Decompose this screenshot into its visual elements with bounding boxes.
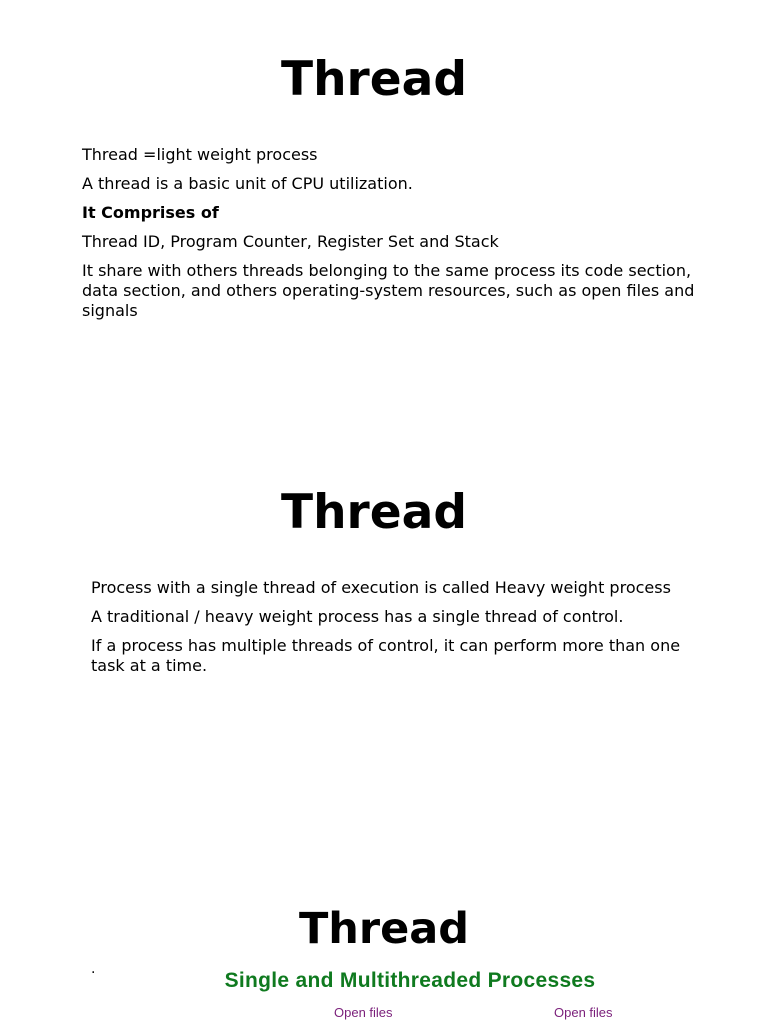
slide-2 [0,430,768,720]
slide-1 [0,0,768,330]
bullet-item: A traditional / heavy weight process has a single thread of control. [91,607,624,626]
bullet-marker: . [91,961,96,977]
bullet-item: Process with a single thread of execution is called Heavy weight process [91,578,671,597]
bullet-list [91,578,711,685]
slide-3 [0,880,768,1024]
bullet-item: It share with others threads belonging to the same process its code section, data section, and others operating-system resources, such as open files and signals [82,261,695,320]
bullet-item: Thread =light weight process [82,145,318,164]
slide-title: Thread [281,52,467,107]
bullet-item-heading: It Comprises of [82,203,219,222]
bullet-item: Thread ID, Program Counter, Register Set and Stack [82,232,499,251]
slide-title: Thread [298,904,470,954]
figure-label-open-files: Open files [554,1005,613,1020]
figure-label-open-files: Open files [334,1005,393,1020]
slide-title: Thread [281,485,467,540]
figure-title: Single and Multithreaded Processes [224,969,596,992]
bullet-list [82,145,722,330]
bullet-item: If a process has multiple threads of control, it can perform more than one task at a time. [91,636,681,675]
bullet-item: A thread is a basic unit of CPU utilization. [82,174,413,193]
